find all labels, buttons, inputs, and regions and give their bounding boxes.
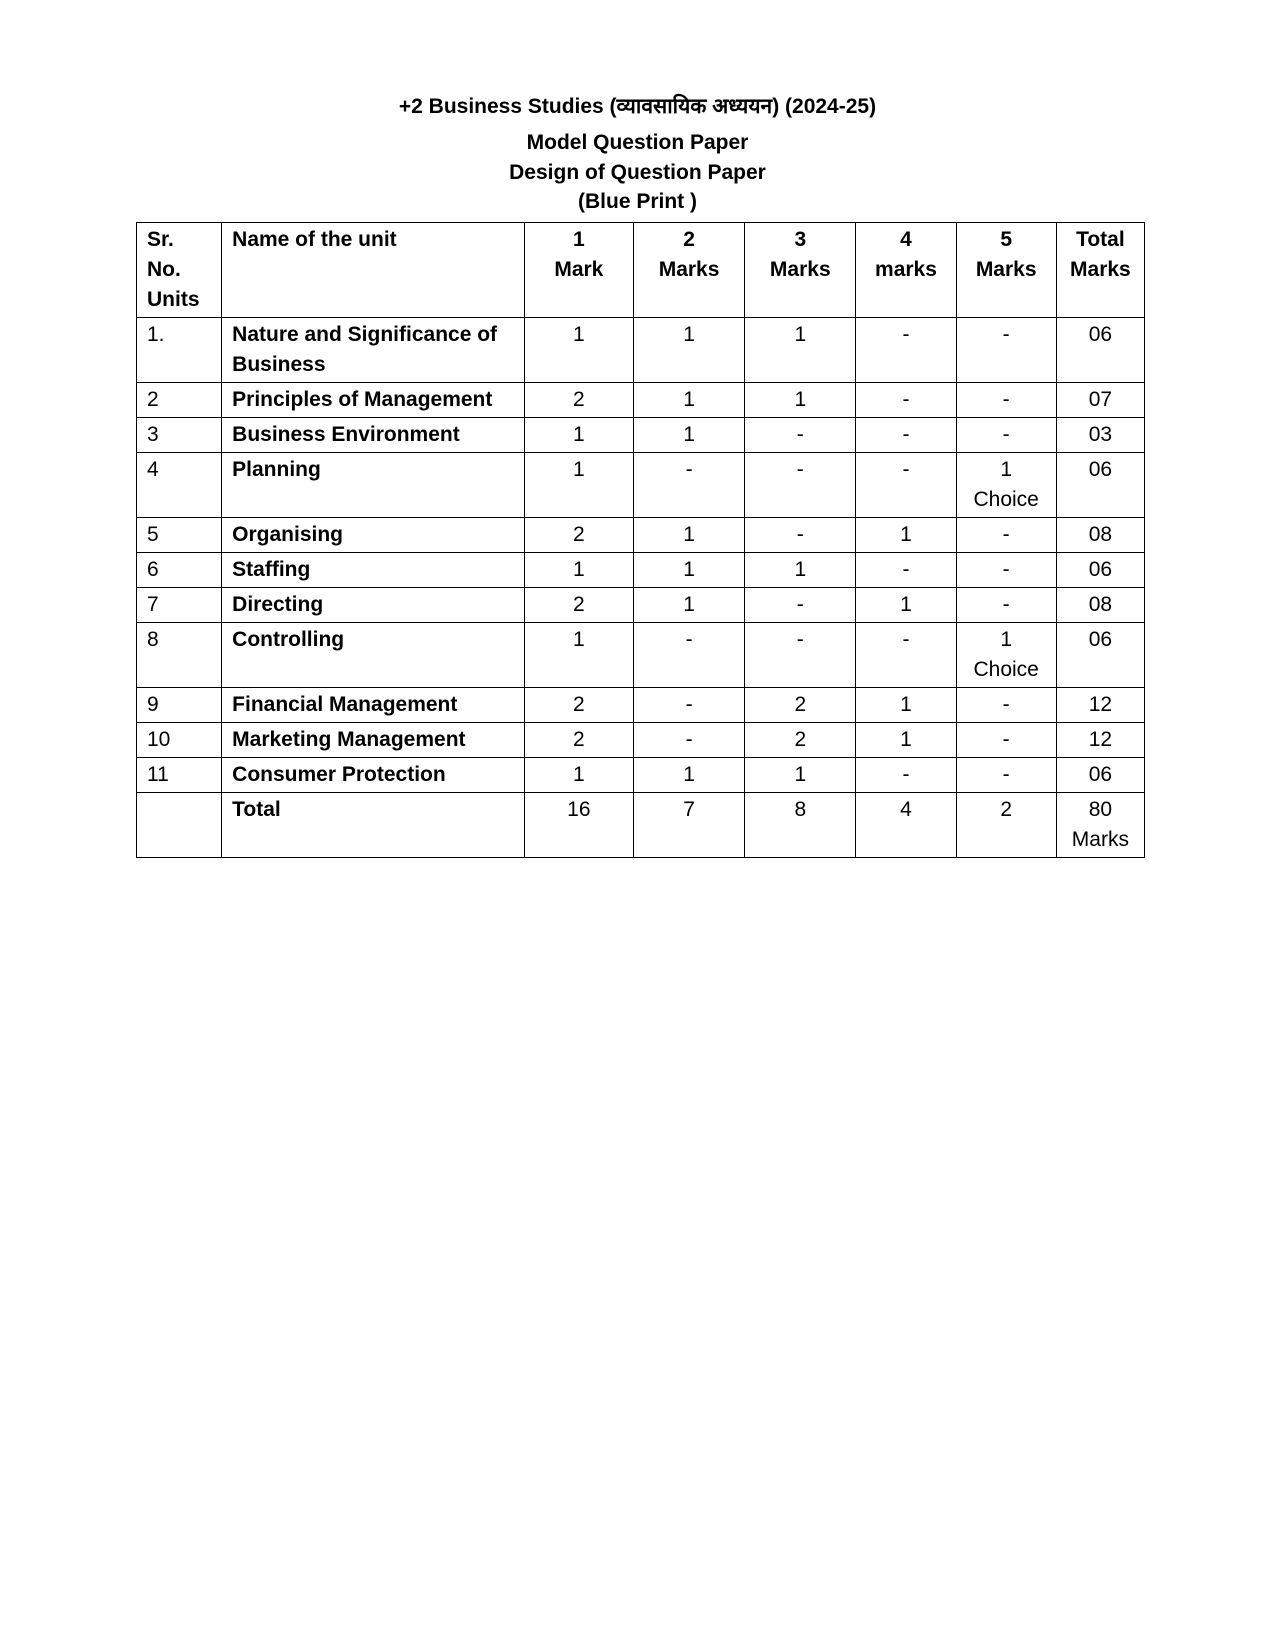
cell-m2: 1 <box>633 518 744 553</box>
cell-m3: 8 <box>745 793 856 858</box>
cell-m1: 2 <box>524 723 633 758</box>
cell-unit-name: Business Environment <box>222 418 525 453</box>
header-2-marks: 2 Marks <box>633 223 744 318</box>
cell-unit-name: Marketing Management <box>222 723 525 758</box>
cell-total: 06 <box>1056 318 1144 383</box>
cell-m4: 1 <box>856 518 956 553</box>
cell-unit-name: Directing <box>222 588 525 623</box>
cell-m1: 1 <box>524 758 633 793</box>
cell-sr-no: 8 <box>137 623 222 688</box>
cell-m2: - <box>633 688 744 723</box>
cell-m4: - <box>856 758 956 793</box>
cell-m4: - <box>856 623 956 688</box>
cell-m1: 1 <box>524 453 633 518</box>
cell-total: 06 <box>1056 623 1144 688</box>
cell-m1: 1 <box>524 553 633 588</box>
subtitle-model-question-paper: Model Question Paper <box>526 131 749 154</box>
cell-m5: 1 Choice <box>956 453 1056 518</box>
cell-m2: 1 <box>633 318 744 383</box>
cell-m1: 1 <box>524 418 633 453</box>
header-sr-no: Sr. No. Units <box>137 223 222 318</box>
cell-m5: - <box>956 723 1056 758</box>
cell-m2: - <box>633 453 744 518</box>
cell-total: 80 Marks <box>1056 793 1144 858</box>
cell-m5: - <box>956 318 1056 383</box>
table-row <box>137 553 1145 588</box>
cell-m3: 1 <box>745 758 856 793</box>
cell-sr-no: 3 <box>137 418 222 453</box>
cell-sr-no <box>137 793 222 858</box>
cell-total: 06 <box>1056 553 1144 588</box>
cell-m1: 1 <box>524 318 633 383</box>
cell-total: 06 <box>1056 453 1144 518</box>
cell-m5: - <box>956 518 1056 553</box>
cell-sr-no: 1. <box>137 318 222 383</box>
cell-m5: - <box>956 553 1056 588</box>
cell-sr-no: 10 <box>137 723 222 758</box>
cell-m3: - <box>745 418 856 453</box>
table-row <box>137 453 1145 518</box>
cell-m5: - <box>956 383 1056 418</box>
cell-m3: - <box>745 588 856 623</box>
cell-m3: 1 <box>745 318 856 383</box>
cell-m5: - <box>956 588 1056 623</box>
header-unit-name: Name of the unit <box>222 223 525 318</box>
cell-m4: - <box>856 553 956 588</box>
cell-m1: 2 <box>524 518 633 553</box>
cell-m1: 1 <box>524 623 633 688</box>
header-total-marks: Total Marks <box>1056 223 1144 318</box>
cell-sr-no: 2 <box>137 383 222 418</box>
cell-unit-name: Organising <box>222 518 525 553</box>
cell-m4: - <box>856 318 956 383</box>
document-title: +2 Business Studies (व्यावसायिक अध्ययन) (2024-25) <box>398 95 877 118</box>
table-row <box>137 318 1145 383</box>
subtitle-design: Design of Question Paper <box>509 161 766 184</box>
table-header-row <box>137 223 1145 318</box>
cell-unit-name: Consumer Protection <box>222 758 525 793</box>
cell-total: 07 <box>1056 383 1144 418</box>
table-row <box>137 518 1145 553</box>
cell-m2: 1 <box>633 553 744 588</box>
cell-m4: - <box>856 453 956 518</box>
cell-m4: - <box>856 418 956 453</box>
cell-m2: 1 <box>633 758 744 793</box>
cell-m3: - <box>745 453 856 518</box>
cell-total: 12 <box>1056 723 1144 758</box>
cell-m2: 7 <box>633 793 744 858</box>
cell-m2: 1 <box>633 418 744 453</box>
cell-unit-name: Financial Management <box>222 688 525 723</box>
cell-sr-no: 11 <box>137 758 222 793</box>
cell-total: 08 <box>1056 588 1144 623</box>
header-1-mark: 1 Mark <box>524 223 633 318</box>
subtitle-blue-print: (Blue Print ) <box>578 190 697 213</box>
cell-total: 08 <box>1056 518 1144 553</box>
cell-m5: 1 Choice <box>956 623 1056 688</box>
table-row <box>137 588 1145 623</box>
cell-m2: 1 <box>633 588 744 623</box>
header-4-marks: 4 marks <box>856 223 956 318</box>
cell-total: 03 <box>1056 418 1144 453</box>
cell-unit-name: Controlling <box>222 623 525 688</box>
cell-m1: 2 <box>524 688 633 723</box>
cell-m5: - <box>956 758 1056 793</box>
cell-m3: - <box>745 518 856 553</box>
cell-m5: - <box>956 418 1056 453</box>
cell-sr-no: 5 <box>137 518 222 553</box>
table-row <box>137 758 1145 793</box>
table-row <box>137 723 1145 758</box>
cell-m4: - <box>856 383 956 418</box>
cell-unit-name: Principles of Management <box>222 383 525 418</box>
cell-unit-name: Planning <box>222 453 525 518</box>
table-row <box>137 383 1145 418</box>
cell-m3: 1 <box>745 553 856 588</box>
table-row <box>137 623 1145 688</box>
cell-sr-no: 6 <box>137 553 222 588</box>
header-5-marks: 5 Marks <box>956 223 1056 318</box>
cell-m2: - <box>633 623 744 688</box>
cell-unit-name: Total <box>222 793 525 858</box>
cell-m3: 2 <box>745 723 856 758</box>
cell-m1: 2 <box>524 383 633 418</box>
cell-m2: - <box>633 723 744 758</box>
cell-unit-name: Staffing <box>222 553 525 588</box>
cell-m5: 2 <box>956 793 1056 858</box>
cell-m4: 1 <box>856 588 956 623</box>
blueprint-table <box>136 222 1145 858</box>
table-row <box>137 418 1145 453</box>
table-row <box>137 793 1145 858</box>
cell-m3: 1 <box>745 383 856 418</box>
table-row <box>137 688 1145 723</box>
cell-m3: - <box>745 623 856 688</box>
cell-unit-name: Nature and Significance of Business <box>222 318 525 383</box>
cell-m4: 1 <box>856 723 956 758</box>
cell-m3: 2 <box>745 688 856 723</box>
header-3-marks: 3 Marks <box>745 223 856 318</box>
cell-m1: 2 <box>524 588 633 623</box>
cell-sr-no: 9 <box>137 688 222 723</box>
cell-m2: 1 <box>633 383 744 418</box>
cell-m5: - <box>956 688 1056 723</box>
cell-total: 12 <box>1056 688 1144 723</box>
cell-m4: 1 <box>856 688 956 723</box>
cell-m1: 16 <box>524 793 633 858</box>
cell-m4: 4 <box>856 793 956 858</box>
cell-sr-no: 4 <box>137 453 222 518</box>
cell-total: 06 <box>1056 758 1144 793</box>
cell-sr-no: 7 <box>137 588 222 623</box>
